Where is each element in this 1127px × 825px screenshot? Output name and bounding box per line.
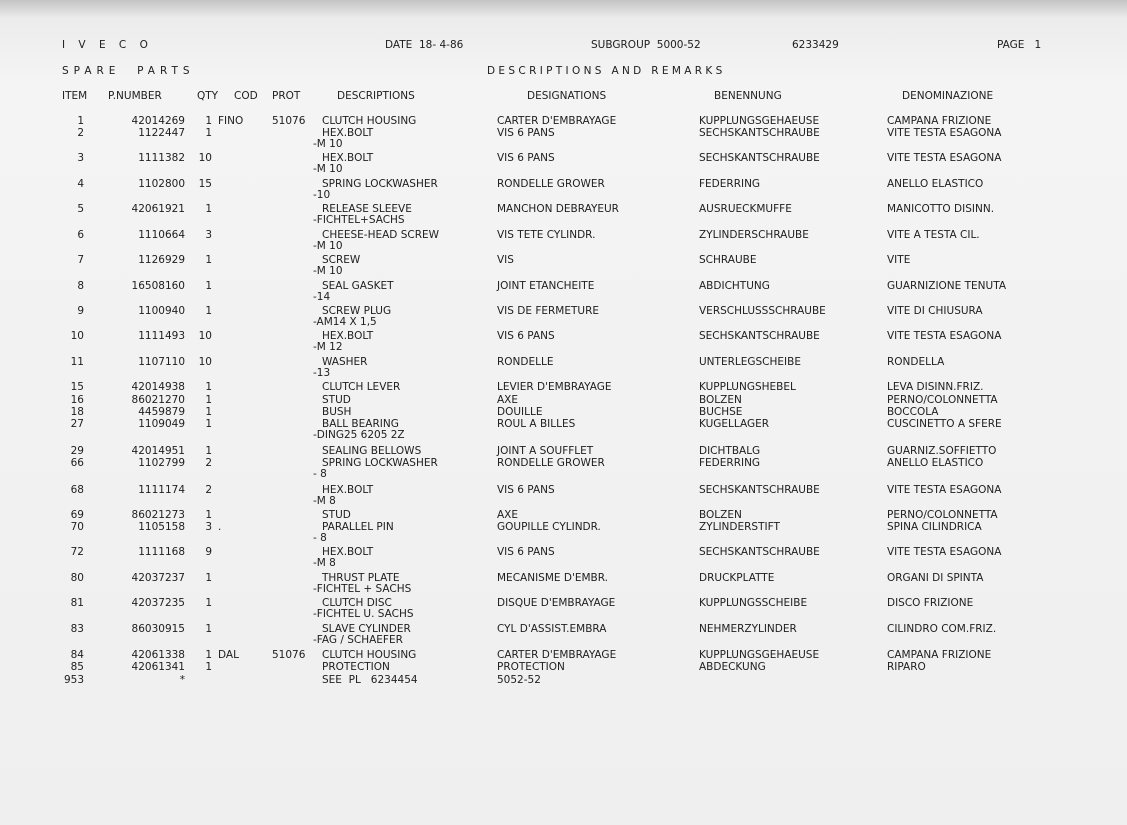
item-cell: 11 [70,356,84,368]
qty-cell: 1 [205,623,212,635]
description-cell: SPRING LOCKWASHER [322,178,438,190]
description-detail: -FICHTEL+SACHS [313,214,405,226]
designation-cell: RONDELLE GROWER [497,457,605,469]
item-cell: 85 [70,661,84,673]
denominazione-cell: CUSCINETTO A SFERE [887,418,1002,430]
designation-cell: JOINT A SOUFFLET [497,445,594,457]
designation-cell: MECANISME D'EMBR. [497,572,608,584]
description-cell: SEE PL 6234454 [322,674,418,686]
description-cell: SPRING LOCKWASHER [322,457,438,469]
denominazione-cell: LEVA DISINN.FRIZ. [887,381,984,393]
description-cell: BUSH [322,406,352,418]
denominazione-cell: CILINDRO COM.FRIZ. [887,623,997,635]
col-qty-header: QTY [197,90,219,102]
pnumber-cell: 42014951 [131,445,185,457]
designation-cell: VIS 6 PANS [497,330,555,342]
pnumber-cell: 42037237 [131,572,185,584]
cod-cell: FINO [218,115,244,127]
description-detail: -M 10 [313,163,343,175]
denominazione-cell: VITE TESTA ESAGONA [887,330,1002,342]
description-cell: SEALING BELLOWS [322,445,422,457]
benennung-cell: AUSRUECKMUFFE [699,203,792,215]
descriptions-remarks-title: D E S C R I P T I O N S A N D R E M A R K S [487,65,723,77]
col-denominazione-header: DENOMINAZIONE [902,90,994,102]
benennung-cell: UNTERLEGSCHEIBE [699,356,801,368]
description-cell: HEX.BOLT [322,127,374,139]
item-cell: 15 [70,381,84,393]
benennung-cell: KUPPLUNGSHEBEL [699,381,796,393]
designation-cell: RONDELLE GROWER [497,178,605,190]
denominazione-cell: MANICOTTO DISINN. [887,203,995,215]
item-cell: 66 [70,457,84,469]
item-cell: 83 [70,623,84,635]
qty-cell: 1 [205,203,212,215]
qty-cell: 1 [205,305,212,317]
designation-cell: DOUILLE [497,406,543,418]
pnumber-cell: 16508160 [131,280,185,292]
description-cell: HEX.BOLT [322,546,374,558]
qty-cell: 2 [205,457,212,469]
description-cell: HEX.BOLT [322,152,374,164]
description-cell: PARALLEL PIN [322,521,394,533]
pnumber-cell: 1102799 [138,457,185,469]
pnumber-cell: 86021273 [131,509,185,521]
benennung-cell: KUPPLUNGSSCHEIBE [699,597,808,609]
denominazione-cell: VITE TESTA ESAGONA [887,152,1002,164]
designation-cell: PROTECTION [497,661,565,673]
item-cell: 9 [77,305,84,317]
item-cell: 953 [63,674,84,686]
designation-cell: VIS TETE CYLINDR. [497,229,596,241]
benennung-cell: KUPPLUNGSGEHAEUSE [699,649,820,661]
prot-cell: 51076 [272,115,306,127]
description-detail: -14 [313,291,331,303]
designation-cell: VIS 6 PANS [497,546,555,558]
description-detail: -M 10 [313,265,343,277]
qty-cell: 10 [198,356,212,368]
item-cell: 8 [77,280,84,292]
designation-cell: DISQUE D'EMBRAYAGE [497,597,616,609]
print-date: DATE 18- 4-86 [385,39,464,51]
denominazione-cell: GUARNIZ.SOFFIETTO [887,445,997,457]
benennung-cell: DICHTBALG [699,445,761,457]
designation-cell: 5052-52 [497,674,541,686]
designation-cell: JOINT ETANCHEITE [497,280,595,292]
item-cell: 68 [70,484,84,496]
item-cell: 4 [77,178,84,190]
description-cell: RELEASE SLEEVE [322,203,412,215]
qty-cell: 1 [205,418,212,430]
qty-cell: 3 [205,229,212,241]
item-cell: 18 [70,406,84,418]
description-detail: -FICHTEL U. SACHS [313,608,414,620]
item-cell: 72 [70,546,84,558]
benennung-cell: FEDERRING [699,457,761,469]
qty-cell: 1 [205,661,212,673]
prot-cell: 51076 [272,649,306,661]
description-cell: THRUST PLATE [322,572,400,584]
item-cell: 7 [77,254,84,266]
pnumber-cell: * [179,674,185,686]
qty-cell: 1 [205,254,212,266]
benennung-cell: BOLZEN [699,509,742,521]
benennung-cell: SECHSKANTSCHRAUBE [699,330,820,342]
denominazione-cell: GUARNIZIONE TENUTA [887,280,1007,292]
brand-title: I V E C O [62,39,153,51]
item-cell: 84 [70,649,84,661]
pnumber-cell: 1122447 [138,127,185,139]
pnumber-cell: 42014938 [131,381,185,393]
item-cell: 69 [70,509,84,521]
description-detail: -DING25 6205 2Z [313,429,405,441]
pnumber-cell: 4459879 [138,406,185,418]
benennung-cell: ABDICHTUNG [699,280,770,292]
item-cell: 6 [77,229,84,241]
qty-cell: 1 [205,381,212,393]
page-number: PAGE 1 [997,39,1042,51]
col-prot-header: PROT [272,90,301,102]
benennung-cell: SECHSKANTSCHRAUBE [699,127,820,139]
benennung-cell: BUCHSE [699,406,743,418]
cod-cell: DAL [218,649,239,661]
pnumber-cell: 1111493 [138,330,185,342]
description-cell: BALL BEARING [322,418,399,430]
qty-cell: 1 [205,280,212,292]
qty-cell: 1 [205,445,212,457]
designation-cell: CYL D'ASSIST.EMBRA [497,623,607,635]
pnumber-cell: 1105158 [138,521,185,533]
description-detail: -M 10 [313,240,343,252]
benennung-cell: ZYLINDERSCHRAUBE [699,229,809,241]
qty-cell: 9 [205,546,212,558]
benennung-cell: SECHSKANTSCHRAUBE [699,546,820,558]
pnumber-cell: 1110664 [138,229,185,241]
designation-cell: VIS DE FERMETURE [497,305,600,317]
denominazione-cell: PERNO/COLONNETTA [887,509,998,521]
designation-cell: GOUPILLE CYLINDR. [497,521,601,533]
benennung-cell: FEDERRING [699,178,761,190]
description-detail: -FAG / SCHAEFER [313,634,403,646]
description-cell: HEX.BOLT [322,330,374,342]
description-cell: CHEESE-HEAD SCREW [322,229,440,241]
col-descriptions-header: DESCRIPTIONS [337,90,415,102]
pnumber-cell: 42061338 [131,649,185,661]
description-detail: -M 8 [313,557,336,569]
qty-cell: 1 [205,394,212,406]
col-designations-header: DESIGNATIONS [527,90,607,102]
description-cell: CLUTCH DISC [322,597,392,609]
description-cell: SLAVE CYLINDER [322,623,411,635]
pnumber-cell: 1111168 [138,546,185,558]
description-cell: PROTECTION [322,661,390,673]
designation-cell: AXE [497,394,519,406]
benennung-cell: ZYLINDERSTIFT [699,521,780,533]
description-cell: SCREW PLUG [322,305,392,317]
description-cell: CLUTCH LEVER [322,381,401,393]
description-detail: - 8 [313,532,327,544]
denominazione-cell: CAMPANA FRIZIONE [887,649,992,661]
item-cell: 70 [70,521,84,533]
denominazione-cell: PERNO/COLONNETTA [887,394,998,406]
item-cell: 3 [77,152,84,164]
designation-cell: CARTER D'EMBRAYAGE [497,115,617,127]
description-detail: -M 12 [313,341,343,353]
description-cell: CLUTCH HOUSING [322,649,417,661]
qty-cell: 1 [205,406,212,418]
designation-cell: LEVIER D'EMBRAYAGE [497,381,612,393]
col-benennung-header: BENENNUNG [714,90,782,102]
catalog-number: 6233429 [792,39,839,51]
denominazione-cell: VITE A TESTA CIL. [887,229,980,241]
denominazione-cell: SPINA CILINDRICA [887,521,982,533]
spare-parts-title: SPARE PARTS [62,65,195,77]
denominazione-cell: VITE TESTA ESAGONA [887,127,1002,139]
benennung-cell: NEHMERZYLINDER [699,623,797,635]
description-detail: -M 10 [313,138,343,150]
qty-cell: 2 [205,484,212,496]
benennung-cell: BOLZEN [699,394,742,406]
denominazione-cell: VITE TESTA ESAGONA [887,546,1002,558]
benennung-cell: SECHSKANTSCHRAUBE [699,152,820,164]
pnumber-cell: 1109049 [138,418,185,430]
pnumber-cell: 1111382 [138,152,185,164]
description-detail: -M 8 [313,495,336,507]
col-pnumber-header: P.NUMBER [108,90,162,102]
denominazione-cell: VITE DI CHIUSURA [887,305,983,317]
pnumber-cell: 1100940 [138,305,185,317]
pnumber-cell: 86021270 [131,394,185,406]
qty-cell: 1 [205,115,212,127]
description-cell: SEAL GASKET [322,280,394,292]
denominazione-cell: CAMPANA FRIZIONE [887,115,992,127]
denominazione-cell: RONDELLA [887,356,945,368]
cod-cell: . [218,521,222,533]
qty-cell: 10 [198,330,212,342]
qty-cell: 1 [205,649,212,661]
description-detail: -AM14 X 1,5 [313,316,377,328]
qty-cell: 3 [205,521,212,533]
item-cell: 2 [77,127,84,139]
qty-cell: 10 [198,152,212,164]
denominazione-cell: ORGANI DI SPINTA [887,572,984,584]
description-detail: -10 [313,189,331,201]
denominazione-cell: ANELLO ELASTICO [887,457,984,469]
designation-cell: VIS 6 PANS [497,127,555,139]
description-detail: -FICHTEL + SACHS [313,583,412,595]
col-cod-header: COD [234,90,258,102]
denominazione-cell: BOCCOLA [887,406,939,418]
pnumber-cell: 1102800 [138,178,185,190]
designation-cell: VIS [497,254,514,266]
pnumber-cell: 1107110 [138,356,185,368]
designation-cell: RONDELLE [497,356,554,368]
pnumber-cell: 42061341 [131,661,185,673]
benennung-cell: KUPPLUNGSGEHAEUSE [699,115,820,127]
item-cell: 80 [70,572,84,584]
benennung-cell: ABDECKUNG [699,661,766,673]
denominazione-cell: ANELLO ELASTICO [887,178,984,190]
qty-cell: 1 [205,572,212,584]
designation-cell: VIS 6 PANS [497,152,555,164]
qty-cell: 1 [205,127,212,139]
description-cell: STUD [322,509,351,521]
denominazione-cell: VITE TESTA ESAGONA [887,484,1002,496]
pnumber-cell: 1126929 [138,254,185,266]
description-cell: SCREW [322,254,361,266]
qty-cell: 1 [205,597,212,609]
item-cell: 16 [70,394,84,406]
pnumber-cell: 1111174 [138,484,185,496]
description-cell: WASHER [322,356,368,368]
item-cell: 1 [77,115,84,127]
item-cell: 27 [70,418,84,430]
denominazione-cell: VITE [887,254,911,266]
pnumber-cell: 42014269 [131,115,185,127]
benennung-cell: KUGELLAGER [699,418,770,430]
qty-cell: 15 [198,178,212,190]
designation-cell: ROUL A BILLES [497,418,576,430]
benennung-cell: DRUCKPLATTE [699,572,775,584]
description-cell: CLUTCH HOUSING [322,115,417,127]
benennung-cell: VERSCHLUSSSCHRAUBE [699,305,826,317]
description-detail: -13 [313,367,331,379]
designation-cell: CARTER D'EMBRAYAGE [497,649,617,661]
description-cell: STUD [322,394,351,406]
designation-cell: VIS 6 PANS [497,484,555,496]
description-detail: - 8 [313,468,327,480]
item-cell: 29 [70,445,84,457]
description-cell: HEX.BOLT [322,484,374,496]
subgroup: SUBGROUP 5000-52 [591,39,701,51]
designation-cell: MANCHON DEBRAYEUR [497,203,619,215]
denominazione-cell: DISCO FRIZIONE [887,597,974,609]
pnumber-cell: 42061921 [131,203,185,215]
pnumber-cell: 42037235 [131,597,185,609]
col-item-header: ITEM [62,90,88,102]
item-cell: 5 [77,203,84,215]
item-cell: 81 [70,597,84,609]
benennung-cell: SECHSKANTSCHRAUBE [699,484,820,496]
qty-cell: 1 [205,509,212,521]
benennung-cell: SCHRAUBE [699,254,757,266]
designation-cell: AXE [497,509,519,521]
pnumber-cell: 86030915 [131,623,185,635]
item-cell: 10 [70,330,84,342]
denominazione-cell: RIPARO [887,661,926,673]
